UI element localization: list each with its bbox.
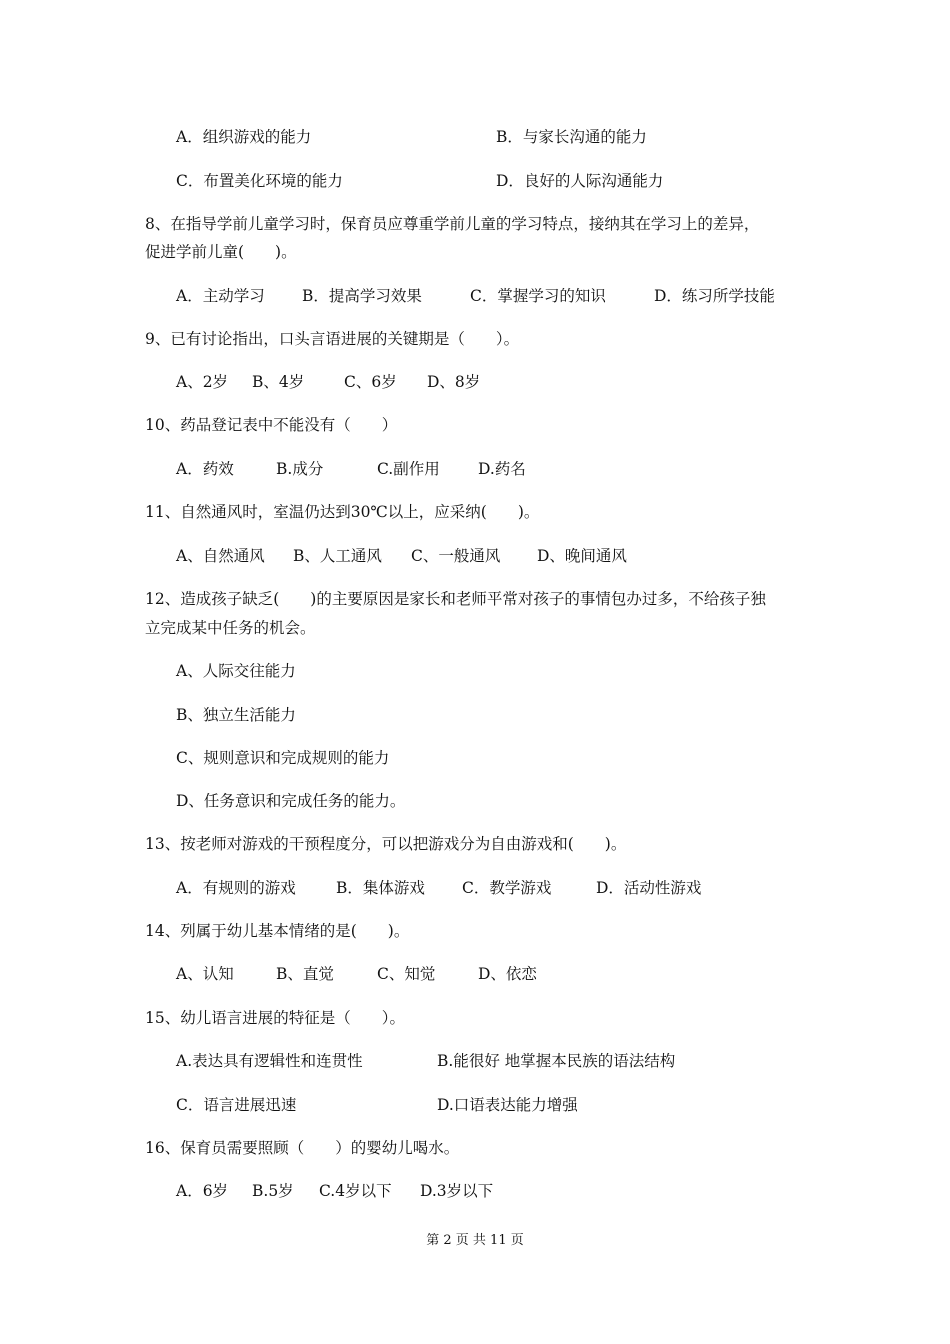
q15-option-c: C．语言进展迅速 <box>176 1096 297 1114</box>
q9-option-d: D、8岁 <box>427 373 481 391</box>
q8-option-d: D．练习所学技能 <box>654 287 775 305</box>
q15-option-a: A.表达具有逻辑性和连贯性 <box>176 1052 363 1070</box>
q9-option-a: A、2岁 <box>176 373 229 391</box>
q7-option-c: C．布置美化环境的能力 <box>176 172 343 190</box>
q9-option-b: B、4岁 <box>252 373 305 391</box>
q7-option-b: B．与家长沟通的能力 <box>496 128 647 146</box>
q8-text-line1: 8、在指导学前儿童学习时，保育员应尊重学前儿童的学习特点，接纳其在学习上的差异， <box>145 215 760 233</box>
q8-option-c: C．掌握学习的知识 <box>470 287 606 305</box>
q12-text-line2: 立完成某中任务的机会。 <box>145 619 316 637</box>
q15-option-b: B.能很好 地掌握本民族的语法结构 <box>437 1052 676 1070</box>
q14-text: 14、列属于幼儿基本情绪的是( )。 <box>145 922 410 940</box>
q7-option-d: D．良好的人际沟通能力 <box>496 172 664 190</box>
q15-text: 15、幼儿语言进展的特征是（ ）。 <box>145 1009 405 1027</box>
q10-option-d: D.药名 <box>478 460 526 478</box>
q13-option-c: C．教学游戏 <box>462 879 552 897</box>
q11-option-c: C、一般通风 <box>411 547 501 565</box>
q12-text-line1: 12、造成孩子缺乏( )的主要原因是家长和老师平常对孩子的事情包办过多，不给孩子独 <box>145 590 766 608</box>
q12-option-c: C、规则意识和完成规则的能力 <box>176 749 390 767</box>
q16-text: 16、保育员需要照顾（ ）的婴幼儿喝水。 <box>145 1139 460 1157</box>
q14-option-a: A、认知 <box>176 965 234 983</box>
q8-option-a: A．主动学习 <box>176 287 265 305</box>
q7-option-a: A．组织游戏的能力 <box>176 128 312 146</box>
q8-text-line2: 促进学前儿童( )。 <box>145 243 297 261</box>
q13-option-d: D．活动性游戏 <box>596 879 702 897</box>
q14-option-b: B、直觉 <box>276 965 334 983</box>
q10-option-b: B.成分 <box>276 460 324 478</box>
q10-text: 10、药品登记表中不能没有（ ） <box>145 416 398 434</box>
q14-option-c: C、知觉 <box>377 965 436 983</box>
q13-option-b: B．集体游戏 <box>336 879 425 897</box>
q14-option-d: D、依恋 <box>478 965 537 983</box>
q13-text: 13、按老师对游戏的干预程度分，可以把游戏分为自由游戏和( )。 <box>145 835 627 853</box>
q16-option-c: C.4岁以下 <box>319 1182 392 1200</box>
q13-option-a: A．有规则的游戏 <box>176 879 296 897</box>
q16-option-b: B.5岁 <box>252 1182 294 1200</box>
q10-option-a: A．药效 <box>176 460 234 478</box>
q12-option-b: B、独立生活能力 <box>176 706 296 724</box>
q11-option-d: D、晚间通风 <box>537 547 627 565</box>
q9-option-c: C、6岁 <box>344 373 397 391</box>
q16-option-a: A．6岁 <box>176 1182 229 1200</box>
q15-option-d: D.口语表达能力增强 <box>437 1096 578 1114</box>
q12-option-d: D、任务意识和完成任务的能力。 <box>176 792 406 810</box>
q11-option-a: A、自然通风 <box>176 547 265 565</box>
q11-option-b: B、人工通风 <box>293 547 382 565</box>
page-footer: 第 2 页 共 11 页 <box>426 1233 524 1248</box>
q11-text: 11、自然通风时，室温仍达到30℃以上，应采纳( )。 <box>145 503 540 521</box>
q12-option-a: A、人际交往能力 <box>176 662 296 680</box>
q16-option-d: D.3岁以下 <box>420 1182 494 1200</box>
q9-text: 9、已有讨论指出，口头言语进展的关键期是（ ）。 <box>145 330 520 348</box>
q8-option-b: B．提高学习效果 <box>302 287 422 305</box>
q10-option-c: C.副作用 <box>377 460 440 478</box>
